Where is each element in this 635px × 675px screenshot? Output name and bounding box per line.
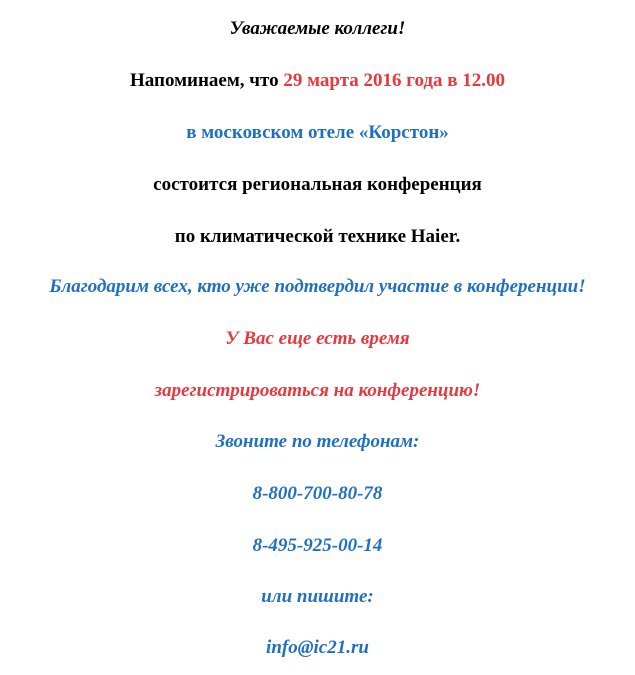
register-line: зарегистрироваться на конференцию! [154, 380, 481, 401]
event-line-2: по климатической технике Haier. [174, 226, 461, 247]
email-link[interactable]: info@ic21.ru [266, 637, 369, 658]
write-label: или пишите: [261, 586, 374, 607]
thanks-line: Благодарим всех, кто уже подтвердил участие в конференции! [49, 276, 586, 297]
call-label: Звоните по телефонам: [215, 431, 420, 452]
reminder-line [0, 70, 635, 92]
phone-number-1[interactable]: 8-800-700-80-78 [252, 483, 383, 504]
phone-number-2[interactable]: 8-495-925-00-14 [252, 535, 383, 556]
event-line-1: состоится региональная конференция [153, 174, 482, 195]
venue-line: в московском отеле «Корстон» [186, 122, 449, 143]
still-time-line: У Вас еще есть время [225, 328, 410, 349]
event-date-time: 29 марта 2016 года в 12.00 [283, 70, 506, 91]
reminder-prefix: Напоминаем, что [129, 70, 284, 91]
greeting: Уважаемые коллеги! [229, 18, 406, 39]
